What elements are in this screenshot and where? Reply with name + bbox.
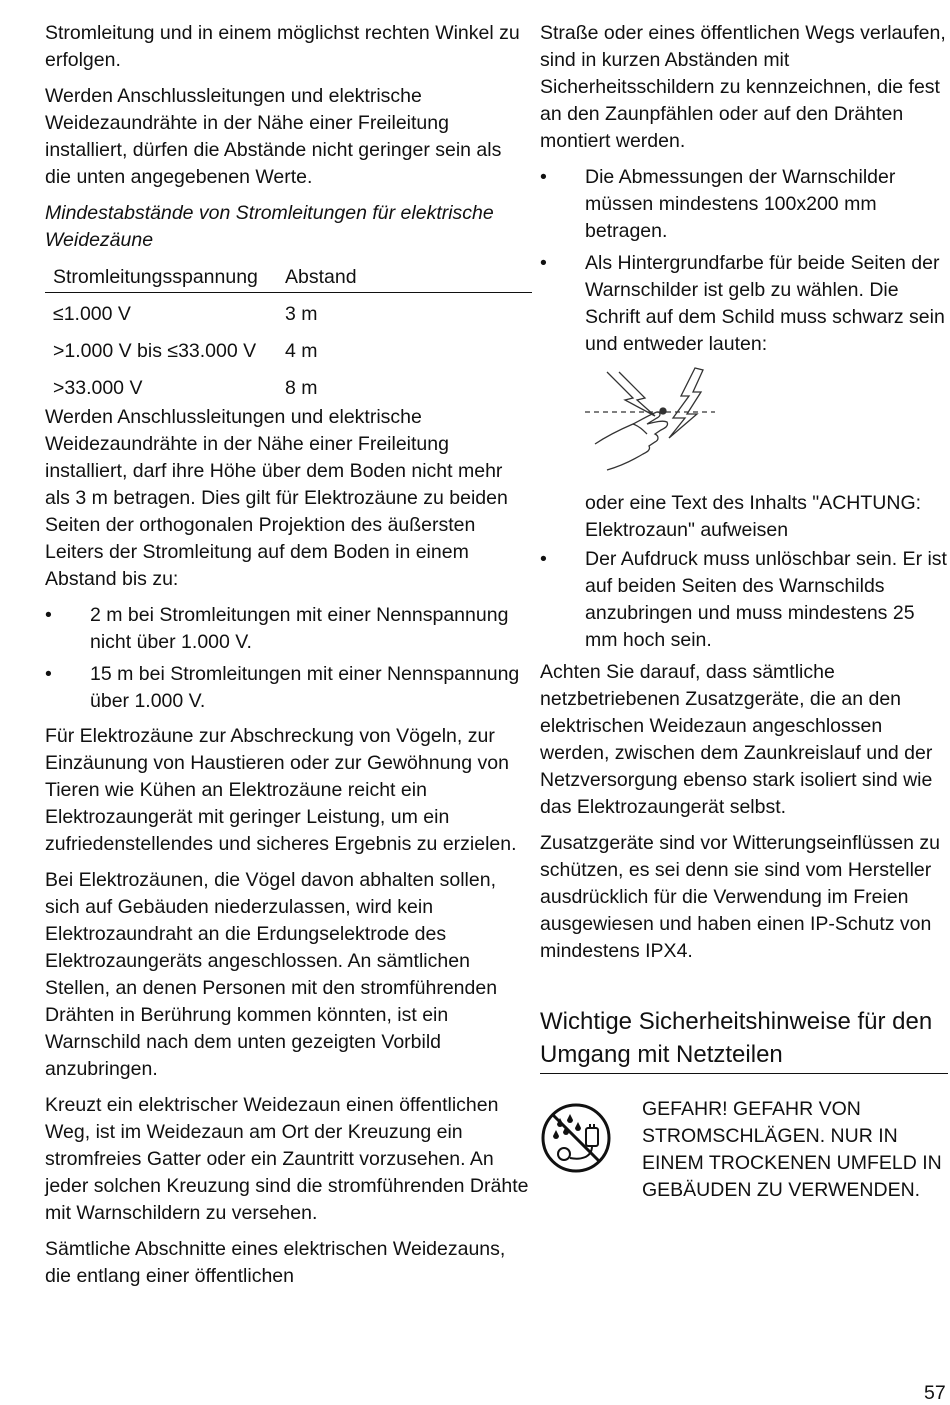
table-cell: 4 m (285, 340, 318, 362)
list-item: • Der Aufdruck muss unlöschbar sein. Er ist auf beiden Seiten des Warnschilds anzubringen und muss mindestens 25 mm hoch sein. (540, 546, 948, 654)
hazard-notice (540, 1096, 948, 1226)
table-header: Abstand (277, 260, 532, 293)
table-cell: 3 m (285, 303, 318, 325)
paragraph: Werden Anschlussleitungen und elektrische Weidezaundrähte in der Nähe einer Freileitung installiert, darf ihre Höhe über dem Boden nicht mehr als 3 m betragen. Dies gilt für Elektrozäune zu beiden Seiten der orthogonalen Projektion des äußersten Leiters der Stromleitung auf dem Boden in einem Abstand bis zu: (45, 406, 508, 590)
table-row (45, 293, 532, 334)
no-rain-power-adapter-icon (540, 1102, 612, 1174)
table-cell: >33.000 V (53, 377, 143, 399)
list-item: • 2 m bei Stromleitungen mit einer Nennspannung nicht über 1.000 V. (45, 602, 530, 656)
list-item-text: Als Hintergrundfarbe für beide Seiten der Warnschilder ist gelb zu wählen. Die Schrift auf dem Schild muss schwarz sein und entweder lauten: (585, 252, 945, 355)
section-heading: Wichtige Sicherheitshinweise für den Umgang mit Netzteilen (540, 1005, 948, 1074)
paragraph: Kreuzt ein elektrischer Weidezaun einen öffentlichen Weg, ist im Weidezaun am Ort der Kreuzung ein stromfreies Gatter oder ein Zauntritt vorzusehen. An jeder solchen Kreuzung sind die stromführenden Drähte mit Warnschildern zu versehen. (45, 1094, 529, 1224)
paragraph: Straße oder eines öffentlichen Wegs verlaufen, sind in kurzen Abständen mit Sicherheitsschildern zu kennzeichnen, die fest an den Zaunpfählen oder auf den Drähten montiert werden. (540, 22, 946, 152)
table-row (45, 333, 532, 370)
paragraph: Werden Anschlussleitungen und elektrische Weidezaundrähte in der Nähe einer Freileitung installiert, dürfen die Abstände nicht geringer sein als die unten angegebenen Werte. (45, 85, 502, 188)
table-caption: Mindestabstände von Stromleitungen für elektrische Weidezäune (45, 202, 494, 251)
bullet-list (540, 164, 948, 654)
paragraph: Achten Sie darauf, dass sämtliche netzbetriebenen Zusatzgeräte, die an den elektrischen Weidezaun angeschlossen werden, zwischen dem Zaunkreislauf und der Netzversorgung ebenso stark isoliert sind wie das Elektrozaungerät selbst. (540, 661, 933, 818)
hazard-text: GEFAHR! GEFAHR VON STROMSCHLÄGEN. NUR IN EINEM TROCKENEN UMFELD IN GEBÄUDEN ZU VERWENDEN. (642, 1098, 942, 1201)
paragraph: Bei Elektrozäunen, die Vögel davon abhalten sollen, sich auf Gebäuden niederzulassen, wird kein Elektrozaundraht an die Erdungselektrode des Elektrozaungeräts angeschlossen. An sämtlichen Stellen, an denen Personen mit den stromführenden Drähten in Berührung kommen könnten, ist ein Warnschild nach dem unten gezeigten Vorbild anzubringen. (45, 869, 498, 1080)
table-cell: 8 m (285, 377, 318, 399)
table-row (45, 370, 532, 402)
paragraph: Sämtliche Abschnitte eines elektrischen Weidezauns, die entlang einer öffentlichen (45, 1238, 506, 1287)
table-cell: ≤1.000 V (53, 303, 131, 325)
table-header-row (45, 260, 532, 293)
table-header: Stromleitungsspannung (45, 260, 277, 293)
list-item: • 15 m bei Stromleitungen mit einer Nennspannung über 1.000 V. (45, 661, 530, 715)
list-item (540, 250, 948, 544)
paragraph: Für Elektrozäune zur Abschreckung von Vögeln, zur Einzäunung von Haustieren oder zur Gewöhnung von Tieren wie Kühen an Elektrozäune reicht ein Elektrozaungerät mit geringer Leistung, um ein zufriedenstellendes und sicheres Ergebnis zu erzielen. (45, 725, 517, 855)
bullet-list (45, 602, 530, 715)
page-number: 57 (924, 1382, 946, 1404)
paragraph: Zusatzgeräte sind vor Witterungseinflüssen zu schützen, es sei denn sie sind vom Hersteller ausdrücklich für die Verwendung im Freien ausgewiesen und haben einen IP-Schutz von mindestens IPX4. (540, 832, 940, 962)
distance-table (45, 260, 532, 402)
list-item: • Die Abmessungen der Warnschilder müssen mindestens 100x200 mm betragen. (540, 164, 948, 245)
table-cell: >1.000 V bis ≤33.000 V (53, 340, 257, 362)
hand-lightning-fence-icon (585, 366, 715, 476)
right-column (540, 20, 948, 1226)
paragraph: Stromleitung und in einem möglichst rechten Winkel zu erfolgen. (45, 22, 520, 71)
list-item-text: oder eine Text des Inhalts "ACHTUNG: Elektrozaun" aufweisen (585, 492, 922, 541)
left-column (45, 20, 530, 1299)
